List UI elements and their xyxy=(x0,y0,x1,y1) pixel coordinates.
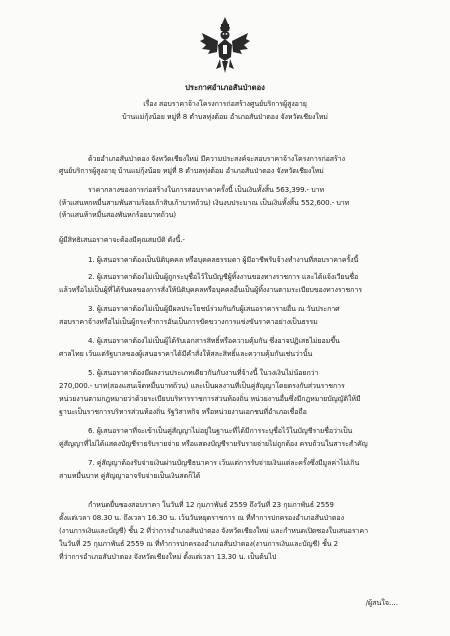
qualification-3-line-2: สอบราคาจ้างหรือไม่เป็นผู้กระทำการอันเป็นการขัดขวางการแข่งขันราคาอย่างเป็นธรรม xyxy=(59,317,318,326)
intro-line-2: ศูนย์บริการผู้สูงอายุ บ้านแม่กุ้งน้อย หมู่ที่ 8 ตำบลทุ่งต้อม อำเภอสันป่าตอง จังหวัดเชียงใหม่ xyxy=(59,166,324,175)
qualification-2-line-1: 2. ผู้เสนอราคาต้องไม่เป็นผู้ถูกระบุชื่อไว้ในบัญชีผู้ทิ้งงานของทางราชการ และได้แจ้งเวียนชื่อ xyxy=(88,272,359,281)
qualification-1: 1. ผู้เสนอราคาต้องเป็นนิติบุคคล หรือบุคคลธรรมดา ผู้มีอาชีพรับจ้างทำงานที่สอบราคาครั้งนี้ xyxy=(88,255,359,264)
schedule-line-3: (งานการเงินและบัญชี) ชั้น 2 ที่ว่าการอำเภอสันป่าตอง จังหวัดเชียงใหม่ และกำหนดเปิดซองใบเสนอราคา xyxy=(59,526,368,535)
price-line-2: (ห้าแสนหกหมื่นสามพันสามร้อยเก้าสิบเก้าบาทถ้วน) เงินงบประมาณ เป็นเงินทั้งสิ้น 552,600.- บาท xyxy=(59,198,350,207)
qualification-intro: ผู้มีสิทธิเสนอราคาจะต้องมีคุณสมบัติ ดังนี้.- xyxy=(59,235,185,244)
qualification-6-line-2: คู่สัญญาที่ไม่ได้แสดงบัญชีรายรับรายจ่าย หรือแสดงบัญชีรายรับรายจ่ายไม่ถูกต้อง ครบถ้วนในสาระสำคัญ xyxy=(59,439,368,448)
qualification-5-line-1: 5. ผู้เสนอราคาต้องมีผลงานประเภทเดียวกันกับงานที่จ้างนี้ ในวงเงินไม่น้อยกว่า xyxy=(88,368,319,377)
qualification-4-line-1: 4. ผู้เสนอราคาต้องไม่เป็นผู้ได้รับเอกสารสิทธิ์หรือความคุ้มกัน ซึ่งอาจปฏิเสธไม่ยอมขึ้น xyxy=(88,336,340,345)
qualification-7-line-2: สามหมื่นบาท คู่สัญญาอาจรับจ่ายเป็นเงินสดก็ได้ xyxy=(59,471,201,480)
continuation-note: /ผู้สนใจ.... xyxy=(365,598,398,607)
qualification-3-line-1: 3. ผู้เสนอราคาต้องไม่เป็นผู้มีผลประโยชน์ร่วมกันกับผู้เสนอราคารายอื่น ณ วันประกาศ xyxy=(88,304,340,313)
intro-line-1: ด้วยอำเภอสันป่าตอง จังหวัดเชียงใหม่ มีความประสงค์จะสอบราคาจ้างโครงการก่อสร้าง xyxy=(88,154,345,163)
subject-line-1: เรื่อง สอบราคาจ้างโครงการก่อสร้างศูนย์บริการผู้สูงอายุ xyxy=(143,99,307,108)
qualification-5-line-2: 270,000.- บาท(สองแสนเจ็ดหมื่นบาทถ้วน) และเป็นผลงานที่เป็นคู่สัญญาโดยตรงกับส่วนราชการ xyxy=(59,381,345,390)
qualification-5-line-4: ฐานะเป็นราชการบริหารส่วนท้องถิ่น รัฐวิสาหกิจ หรือหน่วยงานเอกชนที่อำเภอเชื่อถือ xyxy=(59,407,307,416)
schedule-line-2: ตั้งแต่เวลา 08.30 น. ถึงเวลา 16.30 น. เว้นวันหยุดราชการ ณ ที่ทำการปกครองอำเภอสันป่าตอง xyxy=(59,513,344,522)
qualification-2-line-2: แล้วหรือไม่เป็นผู้ที่ได้รับผลของการสั่งให้นิติบุคคลหรือบุคคลอื่นเป็นผู้ทิ้งงานตามระเบียบของทางราชการ xyxy=(59,285,362,294)
document-office-title: ประกาศอำเภอสันป่าตอง xyxy=(185,83,265,92)
subject-line-2: บ้านแม่กุ้งน้อย หมู่ที่ 8 ตำบลทุ่งต้อม อำเภอสันป่าตอง จังหวัดเชียงใหม่ xyxy=(122,112,328,121)
qualification-4-line-2: ศาลไทย เว้นแต่รัฐบาลของผู้เสนอราคาได้มีคำสั่งให้สละสิทธิ์และความคุ้มกันเช่นว่านั้น xyxy=(59,349,313,358)
garuda-emblem-icon xyxy=(198,15,252,75)
qualification-5-line-3: หน่วยงานตามกฎหมายว่าด้วยระเบียบบริหารราชการส่วนท้องถิ่น หน่วยงานอื่นซึ่งมีกฎหมายบัญญัติให้มี xyxy=(59,394,361,403)
qualification-7-line-1: 7. คู่สัญญาต้องรับจ่ายเงินผ่านบัญชีธนาคาร เว้นแต่การรับจ่ายเงินแต่ละครั้งซึ่งมีมูลค่าไม่เกิน xyxy=(88,458,360,467)
schedule-line-4: ในวันที่ 25 กุมภาพันธ์ 2559 ณ ที่ทำการปกครองอำเภอสันป่าตอง(งานการเงินและบัญชี) ชั้น 2 xyxy=(59,539,338,548)
price-line-1: ราคากลางของการก่อสร้างในการสอบราคาครั้งนี้ เป็นเงินทั้งสิ้น 563,399.- บาท xyxy=(88,185,325,194)
qualification-6-line-1: 6. ผู้เสนอราคาที่จะเข้าเป็นคู่สัญญาไม่อยู่ในฐานะที่ได้มีการระบุชื่อไว้ในบัญชีรายชื่อว่าเป็น xyxy=(88,426,353,435)
schedule-line-5: ที่ว่าการอำเภอสันป่าตอง จังหวัดเชียงใหม่ ตั้งแต่เวลา 13.30 น. เป็นต้นไป xyxy=(59,552,277,561)
schedule-line-1: กำหนดยื่นซองสอบราคา ในวันที่ 12 กุมภาพันธ์ 2559 ถึงวันที่ 23 กุมภาพันธ์ 2559 xyxy=(88,500,334,509)
price-line-3: (ห้าแสนห้าหมื่นสองพันหกร้อยบาทถ้วน) xyxy=(59,210,177,219)
